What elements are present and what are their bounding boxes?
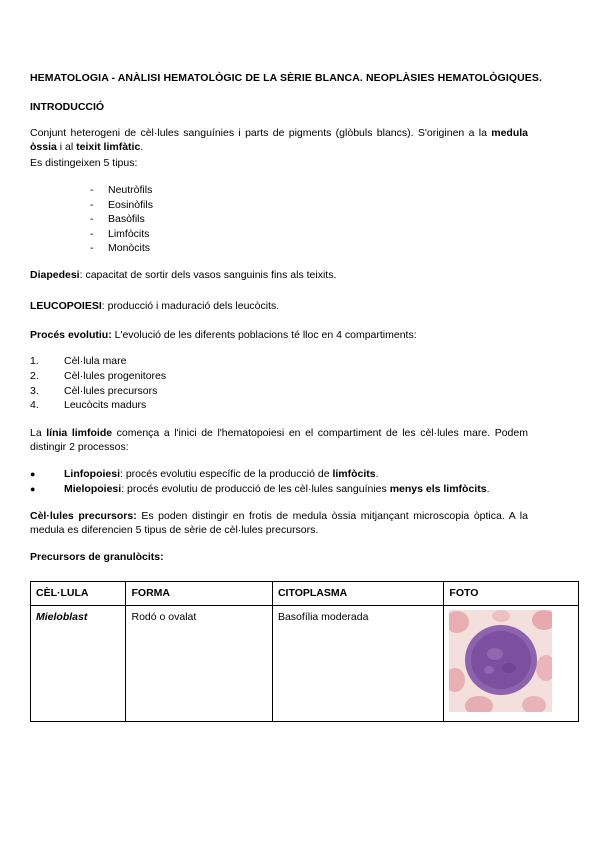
process-text: : procés evolutiu de producció de les cèl·lules sanguínies <box>121 483 390 495</box>
proces-text: L'evolució de les diferents poblacions té lloc en 4 compartiments: <box>111 329 417 341</box>
list-item <box>30 398 166 413</box>
intro-paragraph <box>30 126 528 154</box>
list-item <box>30 482 489 497</box>
header-foto: FOTO <box>444 582 579 606</box>
list-item <box>30 354 166 369</box>
list-item: - Monòcits <box>90 242 151 255</box>
intro-bold-medula: medula òssia <box>30 127 528 153</box>
cell-citoplasma: Basofília moderada <box>272 606 443 722</box>
linia-text-c: comença a l'inici de l'hematopoiesi en el compartiment de les cèl·lules mare. Podem distingir 2 processos: <box>30 427 528 453</box>
intro-text-d: . <box>140 141 144 153</box>
bullet-icon: ● <box>30 484 36 494</box>
type-label: Neutròfils <box>108 184 153 196</box>
item-text: Cèl·lules progenitores <box>64 369 167 382</box>
linia-limfoide-paragraph <box>30 426 528 454</box>
process-bold-end: limfòcits <box>332 468 376 480</box>
types-intro: Es distingeixen 5 tipus: <box>30 157 138 169</box>
process-end: . <box>486 483 490 495</box>
list-item: - Basòfils <box>90 213 145 226</box>
header-cell: CÈL·LULA <box>31 582 126 606</box>
list-item <box>30 369 166 384</box>
item-number: 1. <box>30 355 39 367</box>
proces-definition <box>30 328 417 342</box>
header-citoplasma: CITOPLASMA <box>272 582 443 606</box>
precursors-table <box>30 581 579 722</box>
item-number: 4. <box>30 399 39 412</box>
type-label: Limfòcits <box>108 227 150 240</box>
intro-bold-teixit: teixit limfàtic <box>76 141 141 153</box>
item-number: 3. <box>30 384 39 397</box>
cell-foto <box>444 606 579 722</box>
types-list <box>90 183 153 256</box>
intro-heading: INTRODUCCIÓ <box>30 101 105 113</box>
precursors-heading: Precursors de granulòcits: <box>30 551 164 563</box>
item-text: Leucòcits madurs <box>64 399 147 412</box>
processes-list <box>30 467 489 497</box>
leucopoiesi-definition <box>30 299 279 313</box>
document-title: HEMATOLOGIA - ANÀLISI HEMATOLÒGIC DE LA SÈRIE BLANCA. NEOPLÀSIES HEMATOLÒGIQUES. <box>30 72 543 84</box>
process-text: : procés evolutiu específic de la producció de <box>120 468 333 480</box>
process-term: Linfopoiesi <box>64 468 120 480</box>
cell-name-text: Mieloblast <box>36 611 88 623</box>
process-term: Mielopoiesi <box>64 483 122 495</box>
proces-term: Procés evolutiu: <box>30 329 112 341</box>
mieloblast-photo <box>449 610 552 712</box>
list-item <box>30 384 166 399</box>
diapedesi-text: : capacitat de sortir dels vasos sanguinis fins als teixits. <box>79 269 337 281</box>
type-label: Monòcits <box>108 242 151 255</box>
linia-bold: línia limfoide <box>46 427 113 439</box>
celules-precursors-paragraph <box>30 509 528 537</box>
celules-precursors-text: Es poden distingir en frotis de medula òssia mitjançant microscopia òptica. A la medula es diferencien 5 tipus de sèrie de cèl·lules precursors. <box>30 510 528 536</box>
celules-precursors-term: Cèl·lules precursors: <box>30 510 137 522</box>
table-header-row <box>31 582 579 606</box>
linia-text-a: La <box>30 427 47 439</box>
diapedesi-term: Diapedesi <box>30 269 80 281</box>
leucopoiesi-term: LEUCOPOIESI <box>30 300 102 312</box>
item-number: 2. <box>30 369 39 382</box>
type-label: Eosinòfils <box>108 198 153 211</box>
intro-text-c: i al <box>56 141 77 153</box>
diapedesi-definition <box>30 268 336 282</box>
header-forma: FORMA <box>126 582 272 606</box>
bullet-icon: ● <box>30 469 36 479</box>
list-item: - Eosinòfils <box>90 198 153 211</box>
list-item: - Neutròfils <box>90 184 153 196</box>
microscopy-image <box>449 610 552 712</box>
cell-name <box>31 606 126 722</box>
cell-forma: Rodó o ovalat <box>126 606 272 722</box>
compartments-list <box>30 354 166 413</box>
table-row <box>31 606 579 722</box>
type-label: Basòfils <box>108 213 145 226</box>
leucopoiesi-text: : producció i maduració dels leucòcits. <box>101 300 280 312</box>
list-item <box>30 467 489 482</box>
intro-text-a: Conjunt heterogeni de cèl·lules sanguínies i parts de pigments (glòbuls blancs). S'originen a la <box>30 127 492 139</box>
item-text: Cèl·lula mare <box>64 355 127 367</box>
process-end: . <box>375 468 379 480</box>
list-item: - Limfòcits <box>90 227 150 240</box>
item-text: Cèl·lules precursors <box>64 384 158 397</box>
process-bold-end: menys els limfòcits <box>389 483 487 495</box>
